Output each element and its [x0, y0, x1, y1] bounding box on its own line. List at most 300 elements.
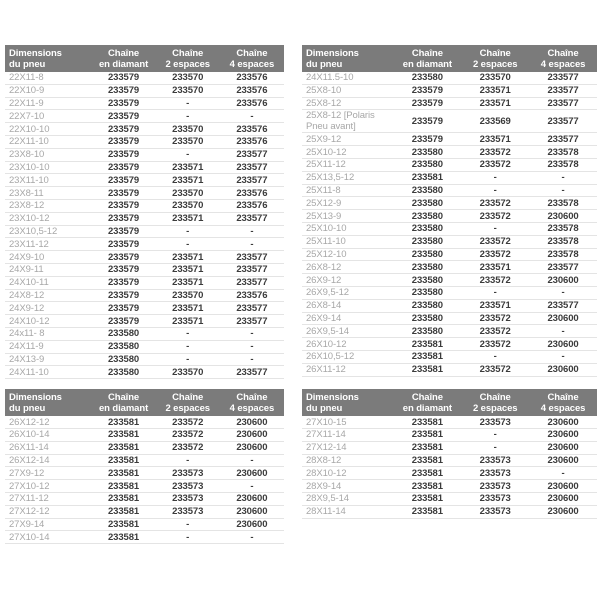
part-number-cell: 233579 [108, 264, 140, 276]
part-number-cell: - [186, 531, 190, 543]
part-number-cell: 233581 [108, 429, 140, 441]
part-number-cell: 233570 [172, 136, 204, 148]
part-number-cell: 233581 [411, 172, 443, 184]
tire-dimension-cell: 24X9-10 [9, 251, 45, 263]
tire-dimension-cell: 28X8-12 [306, 454, 342, 466]
part-number-cell: 233580 [411, 287, 443, 299]
col-header-line: en diamant [98, 403, 149, 415]
part-number-cell: 233579 [108, 302, 140, 314]
part-number-cell: 233578 [547, 223, 579, 235]
tire-dimension-cell: 26X8-14 [306, 300, 342, 312]
part-number-cell: 233579 [411, 133, 443, 145]
tire-dimension-cell: 27X10-14 [9, 531, 50, 543]
part-number-cell: 233570 [172, 200, 204, 212]
tire-dimension-cell: 22X7-10 [9, 110, 45, 122]
col-header-line: en diamant [402, 403, 452, 415]
col-header-line: Chaîne [108, 48, 140, 59]
part-number-cell: 233579 [411, 97, 443, 109]
part-number-cell: 233579 [108, 149, 140, 161]
col-header-line: 4 espaces [540, 59, 586, 70]
col-header-line: Dimensions [306, 392, 359, 404]
part-number-cell: 233573 [172, 506, 204, 518]
col-header-line: Dimensions [9, 392, 62, 404]
tire-dimension-cell: 23X8-10 [9, 149, 45, 161]
table-row [302, 172, 597, 185]
tire-dimension-cell: 25X11-12 [306, 159, 346, 171]
table-row [302, 223, 597, 236]
tire-chain-table-top-right [302, 45, 597, 377]
part-number-cell: 233577 [236, 213, 268, 225]
col-header-line: Dimensions [9, 48, 62, 59]
part-number-cell: 233578 [547, 248, 579, 260]
part-number-cell: - [186, 149, 190, 161]
table-header [5, 45, 284, 72]
part-number-cell: 233581 [108, 480, 140, 492]
part-number-cell: 233577 [547, 72, 579, 84]
tire-dimension-cell: 25X8-12 [Polaris Pneu avant] [306, 110, 375, 133]
part-number-cell: 233580 [411, 325, 443, 337]
table-row [302, 416, 597, 429]
tire-dimension-cell: 24X11-9 [9, 341, 44, 353]
part-number-cell: - [561, 351, 565, 363]
part-number-cell: 233579 [108, 85, 140, 97]
part-number-cell: 233579 [108, 187, 140, 199]
table-row [5, 187, 284, 200]
table-row [5, 85, 284, 98]
col-header-4-space-chain [220, 48, 284, 70]
tables-grid [5, 45, 597, 544]
part-number-cell: 233572 [479, 325, 511, 337]
part-number-cell: - [186, 97, 190, 109]
col-header-line: du pneu [9, 59, 46, 70]
col-header-line: Chaîne [547, 48, 579, 59]
part-number-cell: - [493, 172, 497, 184]
part-number-cell: 233579 [108, 200, 140, 212]
table-row [302, 110, 597, 133]
table-row [5, 302, 284, 315]
table-row [5, 416, 284, 429]
part-number-cell: 233572 [479, 274, 511, 286]
tire-dimension-cell: 28X11-14 [306, 506, 346, 518]
part-number-cell: - [250, 531, 254, 543]
table-row [302, 210, 597, 223]
part-number-cell: 233579 [108, 110, 140, 122]
tire-dimension-cell: 23X10-12 [9, 213, 50, 225]
part-number-cell: 233578 [547, 197, 579, 209]
col-header-tire-dimensions [5, 48, 91, 70]
tire-dimension-cell: 24X9-11 [9, 264, 44, 276]
part-number-cell: 233580 [411, 197, 443, 209]
tire-dimension-cell: 24x11- 8 [9, 328, 45, 340]
tire-dimension-cell: 28X9,5-14 [306, 493, 349, 505]
table-body [302, 72, 597, 377]
col-header-diamond-chain [91, 48, 155, 70]
tire-dimension-cell: 26X11-12 [306, 364, 346, 376]
part-number-cell: 233570 [172, 366, 204, 378]
part-number-cell: 233581 [108, 493, 140, 505]
part-number-cell: 233570 [172, 85, 204, 97]
part-number-cell: 233578 [547, 159, 579, 171]
col-header-2-space-chain [461, 48, 529, 70]
table-row [302, 274, 597, 287]
table-row [5, 264, 284, 277]
table-row [5, 123, 284, 136]
tire-dimension-cell: 27X10-12 [9, 480, 50, 492]
part-number-cell: 233572 [479, 197, 511, 209]
part-number-cell: 230600 [236, 416, 268, 428]
part-number-cell: 233577 [236, 149, 268, 161]
part-number-cell: - [186, 341, 190, 353]
part-number-cell: 230600 [236, 429, 268, 441]
table-row [302, 159, 597, 172]
tire-dimension-cell: 27X11-14 [306, 429, 346, 441]
table-row [5, 277, 284, 290]
part-number-cell: 233572 [479, 159, 511, 171]
part-number-cell: 230600 [547, 416, 579, 428]
tire-dimension-cell: 28X9-14 [306, 480, 342, 492]
table-row [302, 467, 597, 480]
tire-dimension-cell: 26X9-12 [306, 274, 342, 286]
table-row [302, 287, 597, 300]
table-row [5, 98, 284, 111]
part-number-cell: 233572 [479, 236, 511, 248]
table-row [5, 480, 284, 493]
part-number-cell: 233581 [411, 416, 443, 428]
part-number-cell: - [493, 287, 497, 299]
table-row [302, 249, 597, 262]
table-row [5, 162, 284, 175]
table-row [302, 185, 597, 198]
tire-dimension-cell: 25X13,5-12 [306, 172, 355, 184]
col-header-line: Chaîne [236, 48, 268, 59]
part-number-cell: 233579 [108, 161, 140, 173]
table-row [5, 238, 284, 251]
part-number-cell: - [250, 480, 254, 492]
part-number-cell: 233580 [411, 300, 443, 312]
part-number-cell: 233571 [479, 261, 511, 273]
part-number-cell: 233572 [172, 442, 204, 454]
table-row [302, 300, 597, 313]
table-row [5, 519, 284, 532]
table-row [302, 72, 597, 85]
part-number-cell: 233572 [479, 338, 511, 350]
col-header-2-space-chain [156, 48, 220, 70]
table-row [5, 290, 284, 303]
table-row [5, 251, 284, 264]
table-row [302, 85, 597, 98]
part-number-cell: 230600 [547, 338, 579, 350]
tire-dimension-cell: 25X11-8 [306, 184, 341, 196]
part-number-cell: 233580 [411, 274, 443, 286]
part-number-cell: 233571 [172, 302, 204, 314]
tire-dimension-cell: 23X10-10 [9, 161, 50, 173]
col-header-line: 2 espaces [165, 59, 210, 70]
part-number-cell: 233571 [479, 300, 511, 312]
table-row [302, 480, 597, 493]
col-header-line: Chaîne [236, 392, 268, 404]
part-number-cell: 233576 [236, 123, 268, 135]
tire-dimension-cell: 25X9-12 [306, 133, 342, 145]
tire-dimension-cell: 26X12-14 [9, 454, 50, 466]
part-number-cell: 230600 [547, 493, 579, 505]
part-number-cell: 233580 [411, 184, 443, 196]
part-number-cell: 233581 [108, 454, 140, 466]
col-header-line: du pneu [306, 59, 343, 70]
col-header-tire-dimensions [302, 392, 393, 414]
part-number-cell: 233580 [411, 236, 443, 248]
part-number-cell: 230600 [236, 442, 268, 454]
tire-chain-table-top-left [5, 45, 284, 379]
tire-dimension-cell: 22X11-8 [9, 72, 44, 84]
part-number-cell: 233579 [108, 225, 140, 237]
part-number-cell: 233577 [236, 302, 268, 314]
col-header-line: 2 espaces [472, 403, 518, 415]
col-header-line: en diamant [98, 59, 149, 70]
part-number-cell: - [493, 223, 497, 235]
part-number-cell: 233581 [411, 506, 443, 518]
part-number-cell: 233579 [108, 315, 140, 327]
part-number-cell: 233580 [108, 328, 140, 340]
table-row [5, 493, 284, 506]
part-number-cell: 233577 [236, 315, 268, 327]
tire-dimension-cell: 22X10-10 [9, 123, 50, 135]
tire-dimension-cell: 25X8-12 [306, 97, 342, 109]
part-number-cell: 233572 [479, 248, 511, 260]
part-number-cell: 230600 [547, 274, 579, 286]
tire-dimension-cell: 26X10-14 [9, 429, 50, 441]
tire-dimension-cell: 27X12-12 [9, 506, 50, 518]
part-number-cell: 233581 [108, 518, 140, 530]
part-number-cell: 233573 [479, 467, 511, 479]
table-row [5, 455, 284, 468]
part-number-cell: 233579 [108, 97, 140, 109]
part-number-cell: 233573 [172, 467, 204, 479]
tire-dimension-cell: 23X11-12 [9, 238, 49, 250]
table-header [5, 389, 284, 416]
part-number-cell: 233579 [108, 123, 140, 135]
part-number-cell: 233571 [172, 315, 204, 327]
col-header-line: 2 espaces [472, 59, 518, 70]
col-header-line: 4 espaces [229, 403, 275, 415]
tire-dimension-cell: 24X13-9 [9, 353, 45, 365]
part-number-cell: 233572 [172, 416, 204, 428]
part-number-cell: 233578 [547, 236, 579, 248]
col-header-diamond-chain [393, 48, 461, 70]
col-header-2-space-chain [461, 392, 529, 414]
part-number-cell: - [561, 467, 565, 479]
part-number-cell: 233578 [547, 146, 579, 158]
part-number-cell: 233573 [479, 493, 511, 505]
part-number-cell: 233577 [236, 366, 268, 378]
part-number-cell: 233573 [479, 416, 511, 428]
part-number-cell: 233579 [108, 72, 140, 84]
table-row [302, 197, 597, 210]
table-row [302, 429, 597, 442]
part-number-cell: 233577 [236, 264, 268, 276]
table-row [302, 442, 597, 455]
part-number-cell: 233576 [236, 187, 268, 199]
part-number-cell: - [186, 328, 190, 340]
part-number-cell: 233577 [547, 300, 579, 312]
col-header-line: 2 espaces [165, 403, 210, 415]
part-number-cell: 233579 [108, 289, 140, 301]
table-row [5, 354, 284, 367]
col-header-line: Chaîne [172, 48, 204, 59]
part-number-cell: 233581 [411, 480, 443, 492]
tire-dimension-cell: 25X11-10 [306, 236, 346, 248]
part-number-cell: 233580 [411, 261, 443, 273]
part-number-cell: 233576 [236, 85, 268, 97]
part-number-cell: 230600 [236, 506, 268, 518]
part-number-cell: - [250, 110, 254, 122]
part-number-cell: 233579 [108, 238, 140, 250]
part-number-cell: 233581 [108, 416, 140, 428]
part-number-cell: 233571 [172, 213, 204, 225]
part-number-cell: 233581 [411, 454, 443, 466]
tire-dimension-cell: 27X11-12 [9, 493, 49, 505]
part-number-cell: 233577 [547, 85, 579, 97]
part-number-cell: 233572 [172, 429, 204, 441]
part-number-cell: 233571 [172, 277, 204, 289]
col-header-line: 4 espaces [540, 403, 586, 415]
part-number-cell: 233579 [411, 115, 443, 127]
part-number-cell: - [493, 429, 497, 441]
part-number-cell: - [186, 353, 190, 365]
part-number-cell: 233573 [479, 506, 511, 518]
table-row [302, 236, 597, 249]
tire-dimension-cell: 25X10-12 [306, 146, 347, 158]
table-row [5, 328, 284, 341]
part-number-cell: 233576 [236, 97, 268, 109]
tire-dimension-cell: 23X8-11 [9, 187, 44, 199]
part-number-cell: 233579 [108, 277, 140, 289]
table-row [5, 429, 284, 442]
tire-dimension-cell: 24X10-12 [9, 315, 50, 327]
tire-dimension-cell: 26X10-12 [306, 338, 347, 350]
tire-dimension-cell: 24X8-12 [9, 289, 45, 301]
col-header-line: Chaîne [172, 392, 204, 404]
part-number-cell: 230600 [547, 312, 579, 324]
part-number-cell: - [250, 238, 254, 250]
part-number-cell: 233579 [108, 174, 140, 186]
part-number-cell: 230600 [547, 210, 579, 222]
table-row [302, 146, 597, 159]
part-number-cell: - [561, 287, 565, 299]
part-number-cell: - [493, 442, 497, 454]
part-number-cell: 233577 [547, 261, 579, 273]
part-number-cell: 233576 [236, 72, 268, 84]
table-row [5, 226, 284, 239]
tire-dimension-cell: 26X9-14 [306, 312, 342, 324]
col-header-line: Chaîne [411, 392, 443, 404]
part-number-cell: 233576 [236, 200, 268, 212]
part-number-cell: 233580 [411, 312, 443, 324]
part-number-cell: 233577 [547, 115, 579, 127]
part-number-cell: 233570 [172, 123, 204, 135]
part-number-cell: 233577 [547, 97, 579, 109]
col-header-4-space-chain [529, 392, 597, 414]
tire-dimension-cell: 26X9,5-14 [306, 325, 349, 337]
part-number-cell: - [250, 454, 254, 466]
part-number-cell: 233571 [172, 174, 204, 186]
tire-dimension-cell: 23X11-10 [9, 174, 49, 186]
tire-dimension-cell: 24X11.5-10 [306, 72, 354, 84]
part-number-cell: 233579 [108, 213, 140, 225]
tire-dimension-cell: 25X8-10 [306, 85, 342, 97]
table-row [5, 200, 284, 213]
tire-dimension-cell: 22X10-9 [9, 85, 45, 97]
tire-dimension-cell: 22X11-9 [9, 97, 44, 109]
part-number-cell: - [493, 351, 497, 363]
part-number-cell: - [250, 341, 254, 353]
col-header-diamond-chain [91, 392, 155, 414]
part-number-cell: 233573 [172, 493, 204, 505]
part-number-cell: 233573 [479, 454, 511, 466]
table-row [302, 133, 597, 146]
part-number-cell: 233570 [479, 72, 511, 84]
tire-dimension-cell: 27X9-14 [9, 518, 45, 530]
part-number-cell: - [561, 325, 565, 337]
tire-dimension-cell: 28X10-12 [306, 467, 347, 479]
part-number-cell: 233581 [108, 506, 140, 518]
col-header-2-space-chain [156, 392, 220, 414]
table-body [5, 416, 284, 544]
part-number-cell: 233580 [108, 341, 140, 353]
table-row [5, 174, 284, 187]
part-number-cell: - [186, 110, 190, 122]
tire-dimension-cell: 27X10-15 [306, 416, 347, 428]
part-number-cell: 230600 [547, 442, 579, 454]
tire-dimension-cell: 26X11-14 [9, 442, 49, 454]
part-number-cell: 233572 [479, 364, 511, 376]
tire-dimension-cell: 25X12-9 [306, 197, 342, 209]
part-number-cell: 233580 [411, 72, 443, 84]
part-number-cell: 233572 [479, 312, 511, 324]
table-row [5, 531, 284, 544]
part-number-cell: - [561, 184, 565, 196]
table-row [5, 110, 284, 123]
col-header-line: du pneu [9, 403, 46, 415]
part-number-cell: 233580 [411, 159, 443, 171]
part-number-cell: 233581 [411, 467, 443, 479]
part-number-cell: 233571 [172, 264, 204, 276]
table-row [302, 313, 597, 326]
part-number-cell: 233580 [108, 366, 140, 378]
col-header-line: en diamant [402, 59, 452, 70]
part-number-cell: - [250, 225, 254, 237]
part-number-cell: 233577 [236, 161, 268, 173]
part-number-cell: 233581 [411, 493, 443, 505]
table-header [302, 389, 597, 416]
part-number-cell: 233581 [108, 442, 140, 454]
table-row [5, 506, 284, 519]
table-body [5, 72, 284, 379]
table-row [302, 325, 597, 338]
col-header-line: 4 espaces [229, 59, 275, 70]
tire-dimension-cell: 24X9-12 [9, 302, 45, 314]
table-row [302, 338, 597, 351]
part-number-cell: 233577 [236, 277, 268, 289]
part-number-cell: 233573 [172, 480, 204, 492]
part-number-cell: 233581 [411, 429, 443, 441]
part-number-cell: 233573 [479, 480, 511, 492]
tire-dimension-cell: 25X12-10 [306, 248, 347, 260]
part-number-cell: 233571 [479, 133, 511, 145]
part-number-cell: 233581 [411, 364, 443, 376]
part-number-cell: - [561, 172, 565, 184]
part-number-cell: 230600 [547, 454, 579, 466]
table-row [302, 506, 597, 519]
